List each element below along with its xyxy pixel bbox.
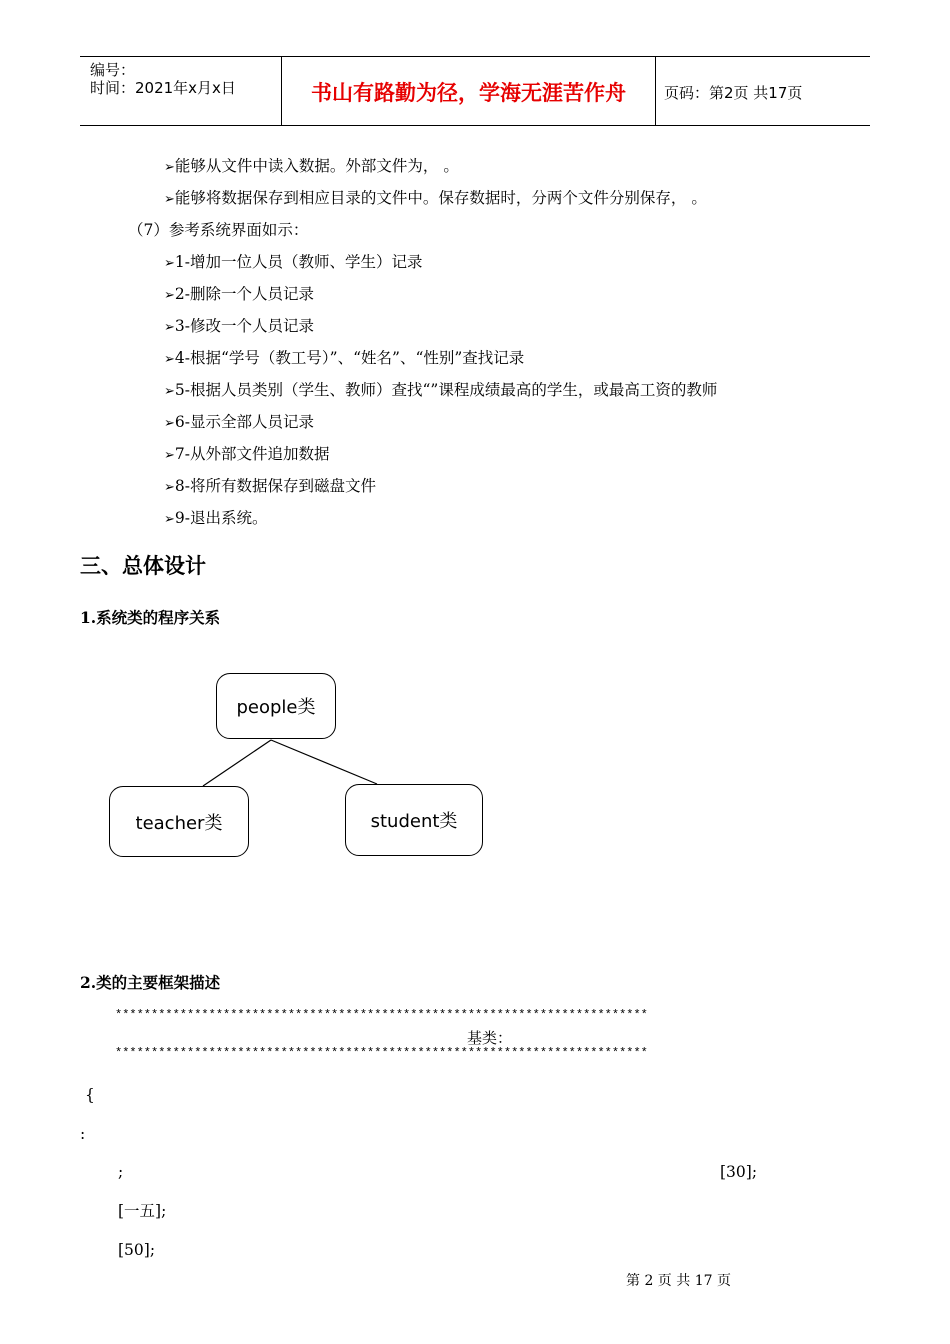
- list-item: ➢能够将数据保存到相应目录的文件中。保存数据时，分两个文件分别保存， 。: [164, 189, 707, 207]
- code-array-15: [一五];: [118, 1202, 167, 1220]
- arrow-bullet-icon: ➢: [164, 160, 175, 175]
- section-7-title: （7）参考系统界面如示：: [128, 221, 309, 239]
- subsection-heading: 2.类的主要框架描述: [80, 973, 221, 992]
- page-header: [80, 56, 870, 126]
- code-semicolon: ;: [118, 1163, 124, 1181]
- arrow-bullet-icon: ➢: [164, 352, 175, 367]
- stars-divider: **************************************************************************: [115, 1046, 648, 1060]
- page-footer: 第 2 页 共 17 页: [626, 1273, 731, 1289]
- arrow-bullet-icon: ➢: [164, 320, 175, 335]
- section-heading: 三、总体设计: [80, 554, 206, 578]
- arrow-bullet-icon: ➢: [164, 256, 175, 271]
- people-class-node: people类: [216, 673, 336, 739]
- teacher-class-node: teacher类: [109, 786, 249, 857]
- menu-list-item: ➢2-删除一个人员记录: [164, 285, 315, 303]
- arrow-bullet-icon: ➢: [164, 448, 175, 463]
- number-label: 编号：: [90, 61, 136, 79]
- header-divider: [655, 57, 656, 125]
- header-motto: 书山有路勤为径，学海无涯苦作舟: [311, 81, 626, 105]
- code-brace: {: [85, 1086, 95, 1104]
- time-label: 时间：2021年x月x日: [90, 79, 236, 97]
- menu-list-item: ➢7-从外部文件追加数据: [164, 445, 330, 463]
- menu-list-item: ➢9-退出系统。: [164, 509, 268, 527]
- menu-list-item: ➢4-根据“学号（教工号）”、“姓名”、“性别”查找记录: [164, 349, 525, 367]
- code-colon: :: [80, 1125, 86, 1143]
- header-left: [90, 61, 236, 97]
- arrow-bullet-icon: ➢: [164, 512, 175, 527]
- code-array-50: [50];: [118, 1241, 156, 1259]
- student-class-node: student类: [345, 784, 483, 856]
- arrow-bullet-icon: ➢: [164, 416, 175, 431]
- menu-list-item: ➢5-根据人员类别（学生、教师）查找“”课程成绩最高的学生，或最高工资的教师: [164, 381, 718, 399]
- menu-list-item: ➢3-修改一个人员记录: [164, 317, 315, 335]
- header-page-info: 页码：第2页 共17页: [664, 84, 803, 102]
- subsection-heading: 1.系统类的程序关系: [80, 608, 221, 627]
- arrow-bullet-icon: ➢: [164, 192, 175, 207]
- stars-divider: **************************************************************************: [115, 1008, 648, 1022]
- arrow-bullet-icon: ➢: [164, 384, 175, 399]
- arrow-bullet-icon: ➢: [164, 288, 175, 303]
- menu-list-item: ➢8-将所有数据保存到磁盘文件: [164, 477, 377, 495]
- list-item: ➢能够从文件中读入数据。外部文件为， 。: [164, 157, 459, 175]
- menu-list-item: ➢1-增加一位人员（教师、学生）记录: [164, 253, 423, 271]
- arrow-bullet-icon: ➢: [164, 480, 175, 495]
- menu-list-item: ➢6-显示全部人员记录: [164, 413, 315, 431]
- code-array-30: [30];: [720, 1163, 758, 1181]
- base-class-label: 基类：: [467, 1029, 513, 1047]
